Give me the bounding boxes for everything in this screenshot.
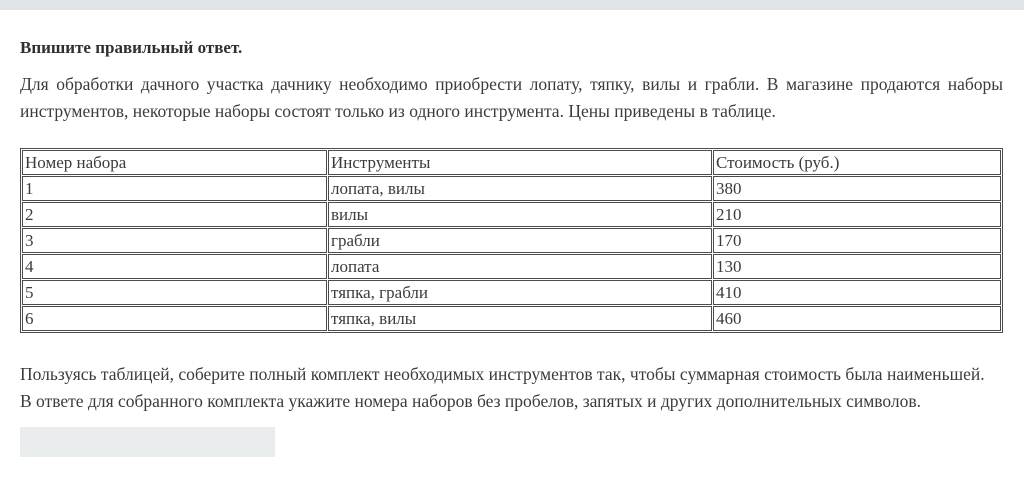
cell-set-number: 3 [22,228,327,253]
table-row [22,254,1001,279]
cell-tools: тяпка, грабли [328,280,712,305]
cell-tools: лопата, вилы [328,176,712,201]
cell-tools: тяпка, вилы [328,306,712,331]
col-header-price: Стоимость (руб.) [713,150,1001,175]
cell-set-number: 1 [22,176,327,201]
answer-input[interactable] [20,427,275,457]
cell-set-number: 2 [22,202,327,227]
cell-price: 410 [713,280,1001,305]
cell-set-number: 6 [22,306,327,331]
table-header-row [22,150,1001,175]
table-row [22,202,1001,227]
cell-price: 460 [713,306,1001,331]
task-heading: Впишите правильный ответ. [20,38,243,57]
col-header-tools: Инструменты [328,150,712,175]
top-bar [0,0,1024,10]
price-table [20,148,1003,333]
table-row [22,176,1001,201]
instruction-assemble: Пользуясь таблицей, соберите полный комплект необходимых инструментов так, чтобы суммарная стоимость была наименьшей. [20,364,985,384]
cell-price: 170 [713,228,1001,253]
task-intro-paragraph: Для обработки дачного участка дачнику необходимо приобрести лопату, тяпку, вилы и грабли. В магазине продаются наборы инструментов, некоторые наборы состоят только из одного инструмента. Цены приведены в таблице. [20,74,1003,121]
cell-tools: грабли [328,228,712,253]
cell-tools: вилы [328,202,712,227]
cell-price: 380 [713,176,1001,201]
price-table-body [22,176,1001,331]
table-row [22,306,1001,331]
task-content [0,10,1024,457]
table-row [22,280,1001,305]
cell-tools: лопата [328,254,712,279]
cell-set-number: 5 [22,280,327,305]
col-header-set-number: Номер набора [22,150,327,175]
cell-price: 210 [713,202,1001,227]
price-table-head [22,150,1001,175]
cell-price: 130 [713,254,1001,279]
cell-set-number: 4 [22,254,327,279]
instruction-answer-format: В ответе для собранного комплекта укажите номера наборов без пробелов, запятых и других дополнительных символов. [20,391,922,411]
table-row [22,228,1001,253]
